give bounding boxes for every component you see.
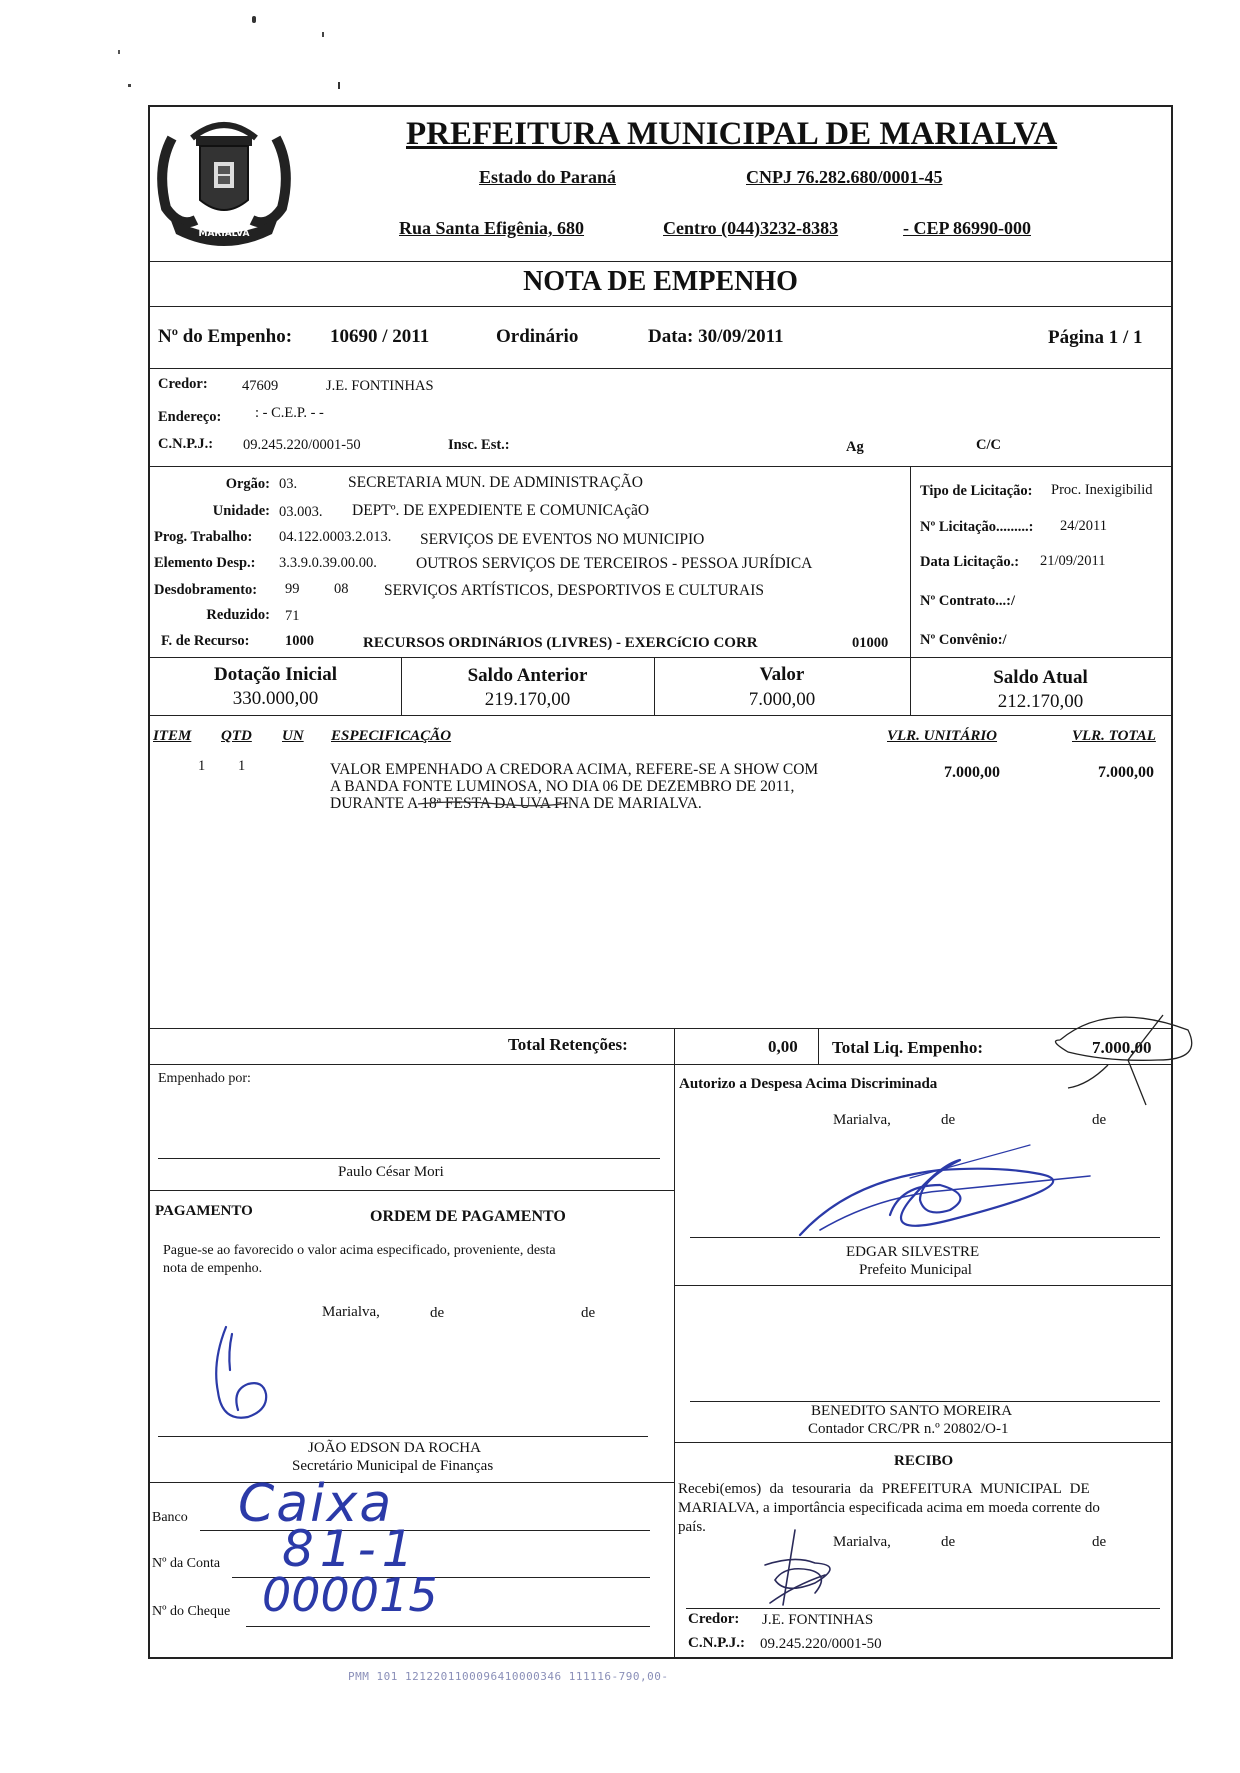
recibo-credor-value: J.E. FONTINHAS — [762, 1612, 874, 1628]
unidade-label: Unidade: — [212, 503, 270, 519]
divider — [150, 657, 1171, 658]
saldo-anterior-value: 219.170,00 — [484, 689, 571, 710]
valor-label: Valor — [759, 664, 805, 685]
autorizo-city: Marialva, — [833, 1112, 891, 1128]
item-spec-line: DURANTE A 18ª FESTA DA UVA FINA DE MARIALVA. — [330, 795, 702, 812]
elem-label: Elemento Desp.: — [154, 555, 256, 571]
divider — [150, 368, 1171, 369]
scan-speck — [338, 82, 340, 89]
address-label: Endereço: — [158, 409, 222, 425]
items-col-unit: VLR. UNITÁRIO — [887, 728, 998, 744]
desd-b: 08 — [334, 581, 349, 597]
contador-role: Contador CRC/PR n.º 20802/O-1 — [808, 1421, 1009, 1437]
item-number: 1 — [198, 758, 206, 774]
retencoes-label: Total Retenções: — [508, 1035, 628, 1054]
unidade-code: 03.003. — [279, 504, 323, 520]
elem-name: OUTROS SERVIÇOS DE TERCEIROS - PESSOA JURÍDICA — [416, 555, 813, 572]
divider — [150, 1190, 674, 1191]
cnpj-label: C.N.P.J.: — [158, 436, 214, 452]
orgao-label: Orgão: — [225, 476, 270, 492]
insc-label: Insc. Est.: — [448, 437, 510, 453]
liquido-check-mark — [1048, 1010, 1198, 1110]
divider — [150, 1064, 1171, 1065]
header-title: PREFEITURA MUNICIPAL DE MARIALVA — [406, 116, 1058, 152]
licitacao-tipo-value: Proc. Inexigibilid — [1051, 482, 1153, 498]
divider — [150, 261, 1171, 262]
autorizo-de1: de — [941, 1112, 956, 1128]
conta-label: Nº da Conta — [152, 1556, 221, 1571]
scan-speck — [128, 84, 131, 87]
pagamento-de2: de — [581, 1305, 596, 1321]
empenho-number: 10690 / 2011 — [330, 326, 430, 347]
licitacao-tipo-label: Tipo de Licitação: — [920, 483, 1033, 499]
item-qtd: 1 — [238, 758, 246, 774]
cheque-label: Nº do Cheque — [152, 1604, 231, 1619]
scan-speck — [322, 32, 324, 37]
crest-text: MARIALVA — [198, 229, 250, 239]
header-state: Estado do Paraná — [479, 167, 617, 187]
contador-name: BENEDITO SANTO MOREIRA — [811, 1403, 1013, 1419]
empenhado-label: Empenhado por: — [158, 1071, 251, 1086]
ag-label: Ag — [846, 439, 864, 455]
signature-line — [686, 1608, 1160, 1609]
empenho-type: Ordinário — [496, 326, 579, 347]
liquido-label: Total Liq. Empenho: — [832, 1038, 983, 1057]
secretary-signature — [208, 1322, 278, 1432]
address-value: : - C.E.P. - - — [255, 405, 324, 421]
recibo-cnpj-value: 09.245.220/0001-50 — [760, 1636, 882, 1652]
divider — [150, 1028, 1171, 1029]
empenhado-name: Paulo César Mori — [338, 1164, 444, 1180]
orgao-name: SECRETARIA MUN. DE ADMINISTRAÇÃO — [348, 474, 643, 491]
orgao-code: 03. — [279, 476, 298, 492]
creditor-signature — [755, 1525, 855, 1610]
prog-name: SERVIÇOS DE EVENTOS NO MUNICIPIO — [420, 531, 705, 548]
recibo-cnpj-label: C.N.P.J.: — [688, 1635, 745, 1651]
item-spec-line: VALOR EMPENHADO A CREDORA ACIMA, REFERE-SE A SHOW COM — [330, 761, 819, 778]
autorizo-name: EDGAR SILVESTRE — [846, 1244, 980, 1260]
credor-code: 47609 — [242, 378, 279, 394]
strikeout-mark — [418, 798, 568, 812]
licitacao-data-label: Data Licitação.: — [920, 554, 1020, 570]
ordem-label: ORDEM DE PAGAMENTO — [370, 1208, 566, 1225]
signature-line — [690, 1401, 1160, 1402]
unidade-name: DEPTº. DE EXPEDIENTE E COMUNICAçãO — [352, 502, 650, 519]
fonte-extra: 01000 — [852, 635, 889, 651]
mayor-signature — [790, 1140, 1110, 1245]
divider — [150, 715, 1171, 716]
licitacao-data-value: 21/09/2011 — [1040, 553, 1106, 569]
convenio-label: Nº Convênio:/ — [920, 632, 1007, 648]
pagamento-name: JOÃO EDSON DA ROCHA — [308, 1440, 481, 1456]
divider-vertical — [818, 1028, 819, 1064]
header-street: Rua Santa Efigênia, 680 — [399, 218, 585, 238]
saldo-atual-label: Saldo Atual — [993, 667, 1088, 688]
document-title: NOTA DE EMPENHO — [523, 266, 798, 297]
dotacao-value: 330.000,00 — [232, 688, 319, 709]
autorizo-role: Prefeito Municipal — [859, 1262, 972, 1278]
divider — [674, 1285, 1171, 1286]
empenho-number-label: Nº do Empenho: — [158, 326, 293, 347]
recibo-text: MARIALVA, a importância especificada acima em moeda corrente do — [678, 1500, 1100, 1516]
prog-code: 04.122.0003.2.013. — [279, 529, 392, 545]
valor-value: 7.000,00 — [748, 689, 816, 710]
pagamento-label: PAGAMENTO — [155, 1203, 253, 1219]
recibo-city: Marialva, — [833, 1534, 891, 1550]
divider-vertical — [674, 1028, 675, 1064]
divider — [150, 1482, 674, 1483]
divider — [674, 1442, 1171, 1443]
fonte-name: RECURSOS ORDINáRIOS (LIVRES) - EXERCíCIO CORR — [363, 635, 758, 651]
credor-label: Credor: — [158, 376, 208, 392]
credor-name: J.E. FONTINHAS — [326, 378, 434, 394]
licitacao-numero-label: Nº Licitação.........: — [920, 519, 1034, 535]
cc-label: C/C — [976, 437, 1001, 453]
items-col-total: VLR. TOTAL — [1072, 728, 1156, 744]
header-cnpj: CNPJ 76.282.680/0001-45 — [746, 167, 943, 187]
fonte-label: F. de Recurso: — [161, 633, 250, 649]
desd-name: SERVIÇOS ARTÍSTICOS, DESPORTIVOS E CULTURAIS — [384, 582, 765, 599]
scan-speck — [118, 50, 120, 54]
item-unit-value: 7.000,00 — [944, 764, 1000, 781]
licitacao-numero-value: 24/2011 — [1060, 518, 1107, 534]
pagamento-de1: de — [430, 1305, 445, 1321]
liquido-value: 7.000,00 — [1092, 1038, 1152, 1057]
reduzido-label: Reduzido: — [206, 607, 270, 623]
banco-field-line — [200, 1530, 650, 1531]
signature-line — [158, 1158, 660, 1159]
autorizo-de2: de — [1092, 1112, 1107, 1128]
conta-value: 81-1 — [282, 1520, 420, 1578]
banco-label: Banco — [152, 1510, 188, 1525]
items-col-un: UN — [282, 728, 304, 744]
contrato-label: Nº Contrato...:/ — [920, 593, 1015, 609]
retencoes-value: 0,00 — [768, 1037, 798, 1056]
elem-code: 3.3.9.0.39.00.00. — [279, 555, 377, 571]
divider — [150, 306, 1171, 307]
recibo-credor-label: Credor: — [688, 1611, 740, 1627]
item-total-value: 7.000,00 — [1098, 764, 1154, 781]
divider — [150, 466, 1171, 467]
desd-label: Desdobramento: — [154, 582, 258, 598]
cheque-value: 000015 — [262, 1568, 438, 1622]
desd-a: 99 — [285, 581, 300, 597]
recibo-de1: de — [941, 1534, 956, 1550]
items-col-qtd: QTD — [221, 728, 252, 744]
banco-value: Caixa — [238, 1474, 394, 1534]
recibo-de2: de — [1092, 1534, 1107, 1550]
header-district-phone: Centro (044)3232-8383 — [663, 218, 839, 238]
signature-line — [158, 1436, 648, 1437]
items-col-spec: ESPECIFICAÇÃO — [331, 728, 452, 744]
pagamento-city: Marialva, — [322, 1304, 380, 1320]
reduzido-value: 71 — [285, 608, 300, 624]
recibo-text: Recebi(emos) da tesouraria da PREFEITURA MUNICIPAL DE — [678, 1481, 1090, 1497]
cheque-field-line — [246, 1626, 650, 1627]
autorizo-label: Autorizo a Despesa Acima Discriminada — [679, 1076, 938, 1092]
header-cep: - CEP 86990-000 — [903, 218, 1031, 238]
saldo-anterior-label: Saldo Anterior — [467, 665, 588, 686]
prog-label: Prog. Trabalho: — [154, 529, 253, 545]
recibo-title: RECIBO — [894, 1453, 954, 1469]
divider-vertical — [910, 466, 911, 658]
empenho-page: Página 1 / 1 — [1048, 327, 1143, 348]
cnpj-value: 09.245.220/0001-50 — [243, 437, 361, 453]
empenho-date: Data: 30/09/2011 — [648, 326, 784, 347]
footer-code: PMM 101 1212201100096410000346 111116-790,00- — [348, 1670, 669, 1683]
items-col-item: ITEM — [153, 728, 192, 744]
dotacao-label: Dotação Inicial — [214, 664, 337, 685]
pagamento-text: Pague-se ao favorecido o valor acima especificado, proveniente, desta — [163, 1243, 556, 1258]
pagamento-role: Secretário Municipal de Finanças — [292, 1458, 494, 1474]
divider-vertical — [674, 1064, 675, 1657]
fonte-code: 1000 — [285, 633, 314, 649]
item-spec-line: A BANDA FONTE LUMINOSA, NO DIA 06 DE DEZEMBRO DE 2011, — [330, 778, 795, 795]
recibo-text: país. — [678, 1519, 706, 1535]
saldo-atual-value: 212.170,00 — [997, 691, 1084, 712]
scan-speck — [252, 16, 256, 23]
municipal-crest-icon — [152, 108, 296, 258]
pagamento-text: nota de empenho. — [163, 1261, 263, 1276]
